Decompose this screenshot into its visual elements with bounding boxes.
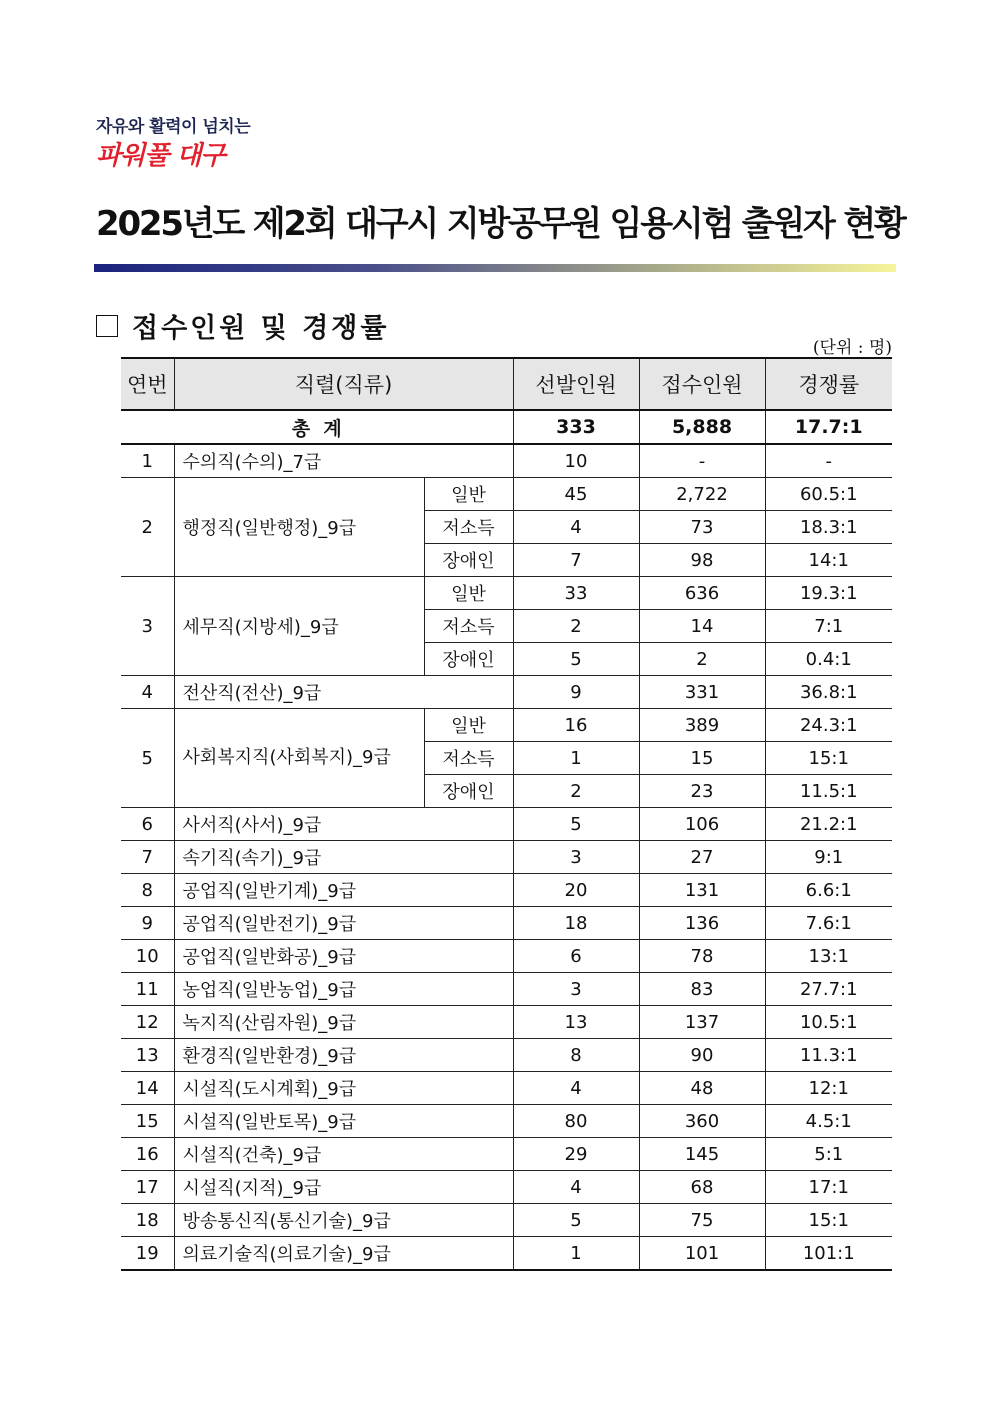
row-number: 7	[121, 841, 174, 874]
row-number: 14	[121, 1072, 174, 1105]
ratio-cell: 60.5:1	[765, 478, 892, 511]
section-title: 접수인원 및 경쟁률	[132, 313, 390, 344]
quota-cell: 9	[513, 676, 639, 709]
job-name: 사회복지직(사회복지)_9급	[174, 709, 424, 808]
quota-cell: 5	[513, 1204, 639, 1237]
applicants-cell: 15	[639, 742, 765, 775]
ratio-cell: -	[765, 444, 892, 478]
applicants-cell: 75	[639, 1204, 765, 1237]
job-name: 세무직(지방세)_9급	[174, 577, 424, 676]
ratio-cell: 36.8:1	[765, 676, 892, 709]
total-label: 총 계	[121, 410, 513, 444]
table-row	[121, 1006, 892, 1039]
job-name: 환경직(일반환경)_9급	[174, 1039, 513, 1072]
total-applicants: 5,888	[639, 410, 765, 444]
row-number: 9	[121, 907, 174, 940]
table-row	[121, 973, 892, 1006]
row-number: 2	[121, 478, 174, 577]
job-name: 사서직(사서)_9급	[174, 808, 513, 841]
ratio-cell: 24.3:1	[765, 709, 892, 742]
row-number: 10	[121, 940, 174, 973]
total-row	[121, 410, 892, 444]
ratio-cell: 6.6:1	[765, 874, 892, 907]
row-number: 12	[121, 1006, 174, 1039]
applicants-cell: 68	[639, 1171, 765, 1204]
header-applicants: 접수인원	[639, 358, 765, 410]
section-heading	[96, 306, 389, 345]
quota-cell: 29	[513, 1138, 639, 1171]
ratio-cell: 17:1	[765, 1171, 892, 1204]
header-no: 연번	[121, 358, 174, 410]
table-row	[121, 444, 892, 478]
quota-cell: 80	[513, 1105, 639, 1138]
unit-note: (단위 : 명)	[812, 338, 892, 358]
row-number: 3	[121, 577, 174, 676]
applicants-cell: 360	[639, 1105, 765, 1138]
applicants-cell: 2	[639, 643, 765, 676]
quota-cell: 5	[513, 808, 639, 841]
title-underline	[94, 264, 896, 272]
ratio-cell: 27.7:1	[765, 973, 892, 1006]
row-number: 6	[121, 808, 174, 841]
logo-slogan: 자유와 활력이 넘치는	[96, 117, 251, 137]
applicants-cell: 136	[639, 907, 765, 940]
quota-cell: 4	[513, 1171, 639, 1204]
quota-cell: 3	[513, 841, 639, 874]
table-row	[121, 1171, 892, 1204]
row-number: 4	[121, 676, 174, 709]
quota-cell: 16	[513, 709, 639, 742]
applicants-cell: 73	[639, 511, 765, 544]
row-number: 1	[121, 444, 174, 478]
table-row	[121, 676, 892, 709]
recruit-type: 저소득	[424, 742, 513, 775]
recruit-type: 일반	[424, 478, 513, 511]
ratio-cell: 11.5:1	[765, 775, 892, 808]
job-name: 농업직(일반농업)_9급	[174, 973, 513, 1006]
logo	[96, 112, 250, 172]
recruit-type: 장애인	[424, 775, 513, 808]
row-number: 11	[121, 973, 174, 1006]
quota-cell: 13	[513, 1006, 639, 1039]
applicants-cell: 14	[639, 610, 765, 643]
applicants-cell: 98	[639, 544, 765, 577]
quota-cell: 6	[513, 940, 639, 973]
quota-cell: 4	[513, 1072, 639, 1105]
page-title: 2025년도 제2회 대구시 지방공무원 임용시험 출원자 현황	[96, 204, 905, 244]
row-number: 19	[121, 1237, 174, 1271]
table-row	[121, 1138, 892, 1171]
table-row	[121, 874, 892, 907]
job-name: 시설직(건축)_9급	[174, 1138, 513, 1171]
ratio-cell: 7.6:1	[765, 907, 892, 940]
applicants-cell: 2,722	[639, 478, 765, 511]
job-name: 시설직(일반토목)_9급	[174, 1105, 513, 1138]
applicants-cell: 106	[639, 808, 765, 841]
quota-cell: 1	[513, 742, 639, 775]
table-row	[121, 1204, 892, 1237]
table-row	[121, 907, 892, 940]
table-row	[121, 1105, 892, 1138]
table-row	[121, 808, 892, 841]
applicants-cell: 145	[639, 1138, 765, 1171]
recruit-type: 저소득	[424, 610, 513, 643]
ratio-cell: 4.5:1	[765, 1105, 892, 1138]
job-name: 시설직(지적)_9급	[174, 1171, 513, 1204]
table-row	[121, 1072, 892, 1105]
ratio-cell: 11.3:1	[765, 1039, 892, 1072]
ratio-cell: 0.4:1	[765, 643, 892, 676]
table-row	[121, 841, 892, 874]
applicants-cell: 137	[639, 1006, 765, 1039]
quota-cell: 45	[513, 478, 639, 511]
row-number: 18	[121, 1204, 174, 1237]
applicants-cell: 27	[639, 841, 765, 874]
quota-cell: 7	[513, 544, 639, 577]
ratio-cell: 5:1	[765, 1138, 892, 1171]
job-name: 수의직(수의)_7급	[174, 444, 513, 478]
applicants-cell: 101	[639, 1237, 765, 1271]
applicants-cell: 389	[639, 709, 765, 742]
row-number: 8	[121, 874, 174, 907]
row-number: 17	[121, 1171, 174, 1204]
logo-brand: 파워풀 대구	[96, 141, 225, 171]
job-name: 공업직(일반전기)_9급	[174, 907, 513, 940]
row-number: 15	[121, 1105, 174, 1138]
ratio-cell: 21.2:1	[765, 808, 892, 841]
quota-cell: 3	[513, 973, 639, 1006]
row-number: 16	[121, 1138, 174, 1171]
table-header-row	[121, 358, 892, 410]
job-name: 녹지직(산림자원)_9급	[174, 1006, 513, 1039]
ratio-cell: 15:1	[765, 1204, 892, 1237]
table-row	[121, 940, 892, 973]
ratio-cell: 7:1	[765, 610, 892, 643]
job-name: 시설직(도시계획)_9급	[174, 1072, 513, 1105]
header-ratio: 경쟁률	[765, 358, 892, 410]
job-name: 전산직(전산)_9급	[174, 676, 513, 709]
ratio-cell: 14:1	[765, 544, 892, 577]
table-row	[121, 1039, 892, 1072]
quota-cell: 2	[513, 775, 639, 808]
applicants-cell: 636	[639, 577, 765, 610]
quota-cell: 20	[513, 874, 639, 907]
ratio-cell: 12:1	[765, 1072, 892, 1105]
ratio-cell: 10.5:1	[765, 1006, 892, 1039]
quota-cell: 5	[513, 643, 639, 676]
header-job: 직렬(직류)	[174, 358, 513, 410]
quota-cell: 10	[513, 444, 639, 478]
ratio-cell: 13:1	[765, 940, 892, 973]
table-row	[121, 478, 892, 511]
job-name: 행정직(일반행정)_9급	[174, 478, 424, 577]
recruit-type: 저소득	[424, 511, 513, 544]
applicants-cell: 48	[639, 1072, 765, 1105]
applicants-cell: 131	[639, 874, 765, 907]
job-name: 공업직(일반기계)_9급	[174, 874, 513, 907]
ratio-cell: 19.3:1	[765, 577, 892, 610]
job-name: 방송통신직(통신기술)_9급	[174, 1204, 513, 1237]
job-name: 공업직(일반화공)_9급	[174, 940, 513, 973]
table-row	[121, 709, 892, 742]
job-name: 속기직(속기)_9급	[174, 841, 513, 874]
row-number: 13	[121, 1039, 174, 1072]
recruit-type: 장애인	[424, 544, 513, 577]
total-quota: 333	[513, 410, 639, 444]
table-body	[121, 410, 892, 1270]
header-quota: 선발인원	[513, 358, 639, 410]
table-row	[121, 577, 892, 610]
table-row	[121, 1237, 892, 1271]
checkbox-icon	[96, 315, 118, 337]
recruit-type: 일반	[424, 577, 513, 610]
applicants-cell: 90	[639, 1039, 765, 1072]
quota-cell: 2	[513, 610, 639, 643]
applicants-cell: -	[639, 444, 765, 478]
quota-cell: 4	[513, 511, 639, 544]
ratio-cell: 15:1	[765, 742, 892, 775]
applicants-cell: 331	[639, 676, 765, 709]
job-name: 의료기술직(의료기술)_9급	[174, 1237, 513, 1271]
quota-cell: 33	[513, 577, 639, 610]
quota-cell: 18	[513, 907, 639, 940]
applicants-cell: 23	[639, 775, 765, 808]
quota-cell: 8	[513, 1039, 639, 1072]
ratio-cell: 101:1	[765, 1237, 892, 1271]
applicants-cell: 83	[639, 973, 765, 1006]
ratio-cell: 18.3:1	[765, 511, 892, 544]
recruit-type: 일반	[424, 709, 513, 742]
recruit-type: 장애인	[424, 643, 513, 676]
row-number: 5	[121, 709, 174, 808]
total-ratio: 17.7:1	[765, 410, 892, 444]
quota-cell: 1	[513, 1237, 639, 1271]
applicants-table	[121, 357, 892, 1271]
applicants-cell: 78	[639, 940, 765, 973]
ratio-cell: 9:1	[765, 841, 892, 874]
